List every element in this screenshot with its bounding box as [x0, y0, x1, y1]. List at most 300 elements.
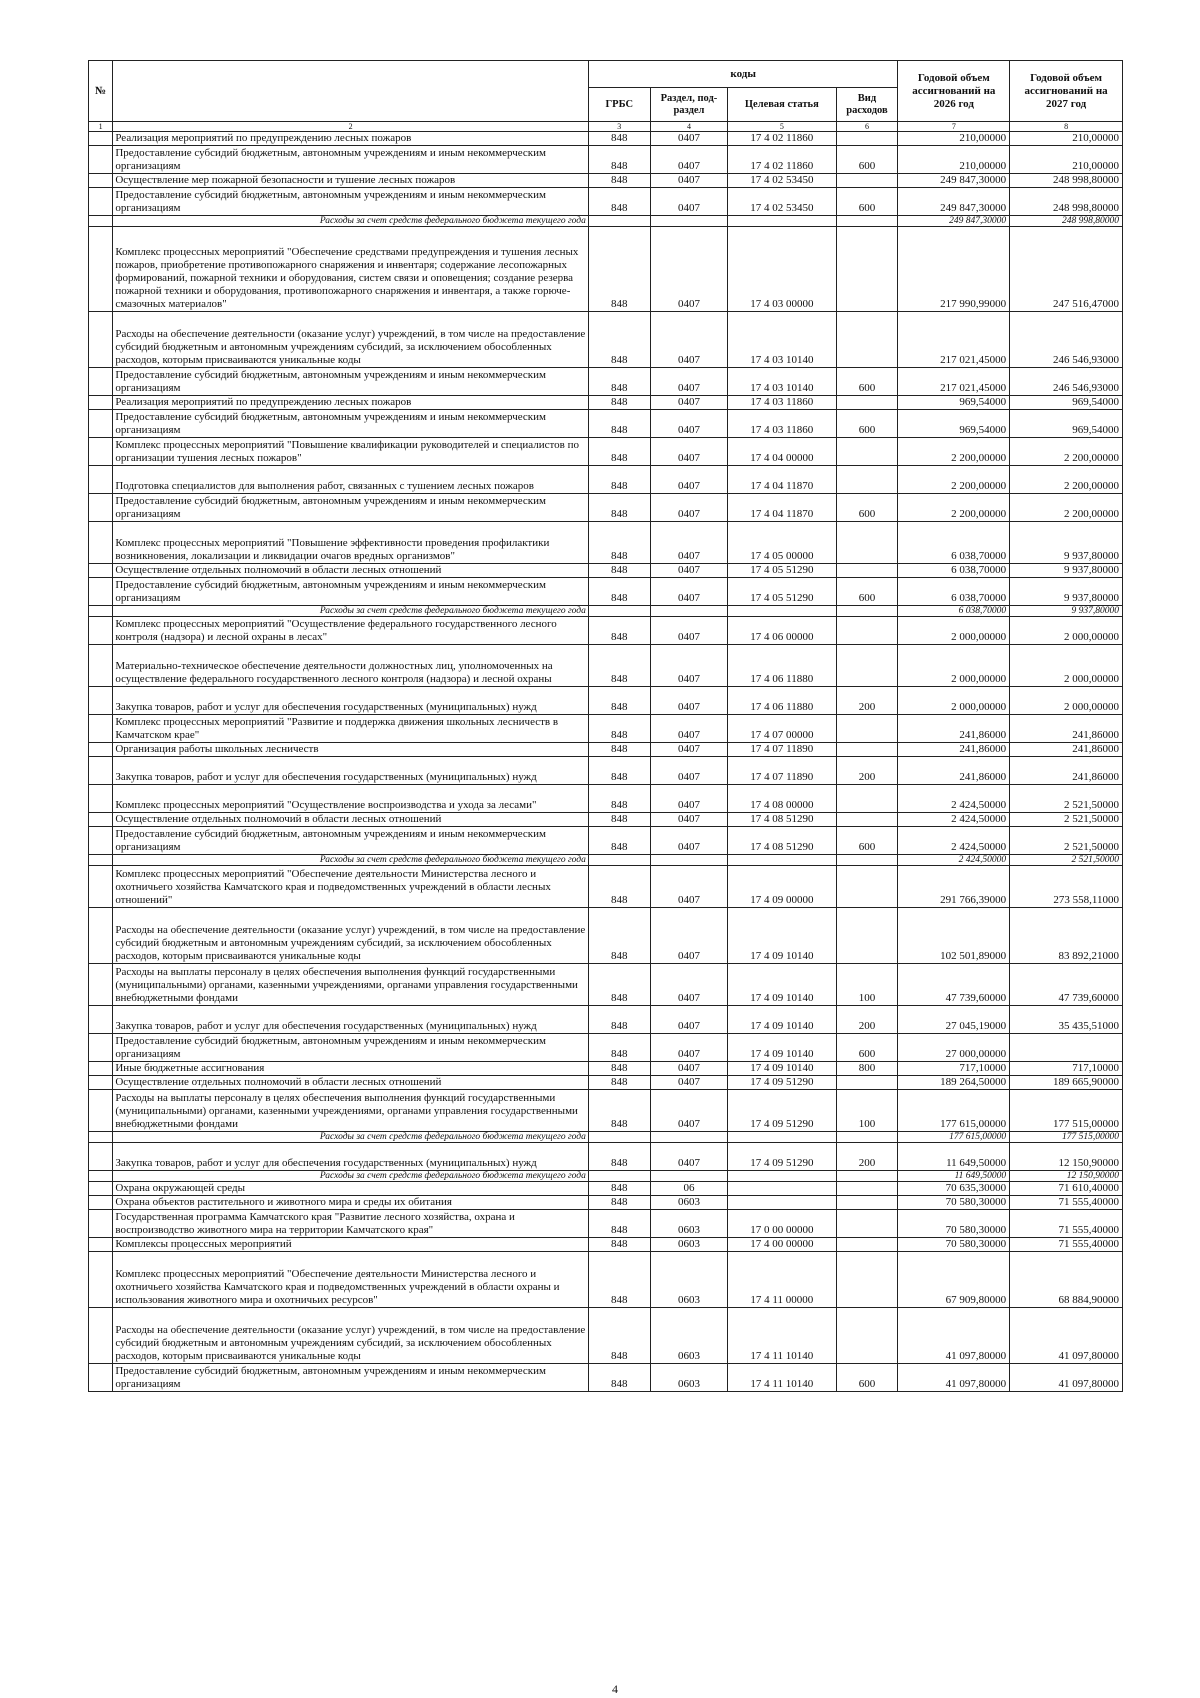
- cell-vol-2027: 241,86000: [1010, 757, 1123, 785]
- cell-vol-2026: 217 021,45000: [898, 312, 1010, 368]
- table-row: [89, 743, 1123, 757]
- cell-num: [89, 757, 113, 785]
- cell-vol-2027: 177 515,00000: [1010, 1132, 1123, 1143]
- cell-vid: [836, 522, 898, 564]
- table-row: [89, 866, 1123, 908]
- cell-vol-2027: 71 555,40000: [1010, 1210, 1123, 1238]
- cell-vid: [836, 312, 898, 368]
- table-row: [89, 1308, 1123, 1364]
- table-row: [89, 617, 1123, 645]
- cell-vol-2026: 27 000,00000: [898, 1034, 1010, 1062]
- table-row: [89, 757, 1123, 785]
- cell-grbs: 848: [588, 687, 650, 715]
- cell-razdel: 0407: [650, 827, 727, 855]
- cell-grbs: 848: [588, 866, 650, 908]
- cell-grbs: 848: [588, 1196, 650, 1210]
- cell-vol-2027: 41 097,80000: [1010, 1364, 1123, 1392]
- cell-vol-2026: 249 847,30000: [898, 216, 1010, 227]
- cell-vol-2026: 2 000,00000: [898, 617, 1010, 645]
- cell-razdel: 0407: [650, 687, 727, 715]
- cell-vol-2027: 68 884,90000: [1010, 1252, 1123, 1308]
- cell-razdel: [650, 1132, 727, 1143]
- table-row-federal: [89, 216, 1123, 227]
- header-index: 7: [898, 122, 1010, 132]
- cell-vol-2026: 291 766,39000: [898, 866, 1010, 908]
- cell-target: 17 4 09 10140: [728, 1034, 836, 1062]
- cell-vol-2026: 41 097,80000: [898, 1364, 1010, 1392]
- cell-razdel: 0603: [650, 1252, 727, 1308]
- cell-razdel: 0407: [650, 227, 727, 312]
- cell-name: Комплекс процессных мероприятий "Осуществление воспроизводства и ухода за лесами": [113, 785, 589, 813]
- cell-grbs: 848: [588, 522, 650, 564]
- table-row: [89, 1062, 1123, 1076]
- cell-vid: [836, 645, 898, 687]
- cell-grbs: 848: [588, 174, 650, 188]
- cell-vol-2026: 2 200,00000: [898, 494, 1010, 522]
- cell-grbs: 848: [588, 438, 650, 466]
- cell-vol-2027: 71 555,40000: [1010, 1238, 1123, 1252]
- table-row: [89, 827, 1123, 855]
- cell-grbs: 848: [588, 617, 650, 645]
- header-index: 5: [728, 122, 836, 132]
- cell-vol-2027: 248 998,80000: [1010, 216, 1123, 227]
- cell-razdel: 0407: [650, 578, 727, 606]
- cell-vol-2026: 241,86000: [898, 743, 1010, 757]
- cell-num: [89, 410, 113, 438]
- cell-vol-2026: 177 615,00000: [898, 1090, 1010, 1132]
- cell-grbs: 848: [588, 1034, 650, 1062]
- table-row: [89, 687, 1123, 715]
- cell-num: [89, 494, 113, 522]
- cell-vid: 600: [836, 494, 898, 522]
- cell-vol-2027: 273 558,11000: [1010, 866, 1123, 908]
- cell-vid: 100: [836, 1090, 898, 1132]
- cell-target: 17 4 08 51290: [728, 827, 836, 855]
- cell-vid: 600: [836, 1034, 898, 1062]
- cell-name: Предоставление субсидий бюджетным, автономным учреждениям и иным некоммерческим организациям: [113, 368, 589, 396]
- cell-name: Предоставление субсидий бюджетным, автономным учреждениям и иным некоммерческим организациям: [113, 578, 589, 606]
- cell-vid: [836, 866, 898, 908]
- cell-vol-2027: 2 521,50000: [1010, 785, 1123, 813]
- cell-vol-2027: 248 998,80000: [1010, 188, 1123, 216]
- table-row-federal: [89, 855, 1123, 866]
- cell-razdel: 0407: [650, 617, 727, 645]
- cell-grbs: 848: [588, 1143, 650, 1171]
- cell-name: Предоставление субсидий бюджетным, автономным учреждениям и иным некоммерческим организациям: [113, 494, 589, 522]
- cell-vol-2027: 2 000,00000: [1010, 645, 1123, 687]
- table-row: [89, 715, 1123, 743]
- cell-grbs: 848: [588, 1308, 650, 1364]
- cell-vol-2026: 70 635,30000: [898, 1182, 1010, 1196]
- cell-grbs: 848: [588, 1210, 650, 1238]
- cell-vid: [836, 813, 898, 827]
- cell-vol-2026: 249 847,30000: [898, 174, 1010, 188]
- cell-vol-2026: 11 649,50000: [898, 1143, 1010, 1171]
- cell-vol-2027: 9 937,80000: [1010, 578, 1123, 606]
- cell-vid: 800: [836, 1062, 898, 1076]
- cell-vol-2027: 247 516,47000: [1010, 227, 1123, 312]
- cell-target: 17 4 09 10140: [728, 964, 836, 1006]
- cell-vid: [836, 1171, 898, 1182]
- cell-vol-2027: 41 097,80000: [1010, 1308, 1123, 1364]
- cell-num: [89, 908, 113, 964]
- table-row: [89, 564, 1123, 578]
- cell-name: Закупка товаров, работ и услуг для обеспечения государственных (муниципальных) нужд: [113, 757, 589, 785]
- cell-target: 17 4 05 00000: [728, 522, 836, 564]
- cell-vid: [836, 466, 898, 494]
- cell-grbs: 848: [588, 188, 650, 216]
- cell-num: [89, 855, 113, 866]
- cell-num: [89, 1196, 113, 1210]
- cell-vid: [836, 908, 898, 964]
- cell-num: [89, 438, 113, 466]
- cell-vol-2027: 969,54000: [1010, 396, 1123, 410]
- cell-vol-2027: 71 610,40000: [1010, 1182, 1123, 1196]
- cell-vid: [836, 855, 898, 866]
- cell-target: 17 4 09 51290: [728, 1076, 836, 1090]
- cell-target: [728, 1132, 836, 1143]
- cell-target: [728, 1196, 836, 1210]
- table-row-federal: [89, 1132, 1123, 1143]
- cell-num: [89, 1034, 113, 1062]
- header-razdel: Раздел, под-раздел: [650, 88, 727, 122]
- cell-razdel: [650, 216, 727, 227]
- header-index: 1: [89, 122, 113, 132]
- cell-vol-2026: 2 424,50000: [898, 827, 1010, 855]
- cell-razdel: 0407: [650, 132, 727, 146]
- table-row-federal: [89, 606, 1123, 617]
- table-row: [89, 1006, 1123, 1034]
- header-index: 6: [836, 122, 898, 132]
- cell-vid: 200: [836, 1143, 898, 1171]
- cell-num: [89, 606, 113, 617]
- cell-target: 17 4 09 51290: [728, 1090, 836, 1132]
- cell-vol-2027: 2 521,50000: [1010, 813, 1123, 827]
- cell-name: Осуществление отдельных полномочий в области лесных отношений: [113, 1076, 589, 1090]
- cell-vid: 600: [836, 146, 898, 174]
- table-row: [89, 368, 1123, 396]
- cell-vol-2026: 969,54000: [898, 396, 1010, 410]
- cell-vid: [836, 564, 898, 578]
- cell-name: Расходы на обеспечение деятельности (оказание услуг) учреждений, в том числе на предоставление субсидий бюджетным и автономным учреждениям субсидий, за исключением обособленных расходов, которым присваиваются уникальные коды: [113, 908, 589, 964]
- cell-target: [728, 1171, 836, 1182]
- cell-num: [89, 1210, 113, 1238]
- table-row: [89, 785, 1123, 813]
- cell-razdel: 0407: [650, 368, 727, 396]
- cell-num: [89, 132, 113, 146]
- cell-vol-2027: 2 521,50000: [1010, 827, 1123, 855]
- cell-vol-2027: 12 150,90000: [1010, 1143, 1123, 1171]
- cell-num: [89, 813, 113, 827]
- cell-razdel: 0603: [650, 1238, 727, 1252]
- cell-name: Предоставление субсидий бюджетным, автономным учреждениям и иным некоммерческим организациям: [113, 146, 589, 174]
- cell-vid: [836, 396, 898, 410]
- cell-target: 17 4 09 10140: [728, 908, 836, 964]
- cell-name: Закупка товаров, работ и услуг для обеспечения государственных (муниципальных) нужд: [113, 1006, 589, 1034]
- table-row: [89, 1182, 1123, 1196]
- cell-vol-2026: 6 038,70000: [898, 606, 1010, 617]
- table-row: [89, 578, 1123, 606]
- cell-num: [89, 1132, 113, 1143]
- header-grbs: ГРБС: [588, 88, 650, 122]
- cell-grbs: 848: [588, 410, 650, 438]
- cell-grbs: [588, 606, 650, 617]
- cell-vol-2027: 2 200,00000: [1010, 466, 1123, 494]
- cell-target: 17 4 03 00000: [728, 227, 836, 312]
- cell-name: Расходы на выплаты персоналу в целях обеспечения выполнения функций государственными (муниципальными) органами, казенными учреждениями, органами управления государственными внебюджетными фондами: [113, 964, 589, 1006]
- table-row: [89, 813, 1123, 827]
- cell-name: Предоставление субсидий бюджетным, автономным учреждениям и иным некоммерческим организациям: [113, 410, 589, 438]
- cell-name: Комплекс процессных мероприятий "Повышение эффективности проведения профилактики возникновения, локализации и ликвидации очагов вредных организмов": [113, 522, 589, 564]
- cell-grbs: 848: [588, 146, 650, 174]
- cell-grbs: [588, 216, 650, 227]
- cell-num: [89, 174, 113, 188]
- cell-num: [89, 146, 113, 174]
- cell-vol-2026: 2 424,50000: [898, 813, 1010, 827]
- cell-target: 17 4 09 10140: [728, 1006, 836, 1034]
- cell-vid: 600: [836, 410, 898, 438]
- cell-vol-2027: 9 937,80000: [1010, 606, 1123, 617]
- cell-vol-2026: 41 097,80000: [898, 1308, 1010, 1364]
- cell-vid: [836, 132, 898, 146]
- cell-target: 17 4 02 53450: [728, 174, 836, 188]
- cell-num: [89, 1143, 113, 1171]
- cell-target: [728, 1182, 836, 1196]
- cell-name: Расходы на обеспечение деятельности (оказание услуг) учреждений, в том числе на предоставление субсидий бюджетным и автономным учреждениям субсидий, за исключением обособленных расходов, которым присваиваются уникальные коды: [113, 312, 589, 368]
- cell-vol-2027: 2 200,00000: [1010, 438, 1123, 466]
- cell-target: 17 4 02 11860: [728, 146, 836, 174]
- cell-vid: [836, 743, 898, 757]
- cell-name: Государственная программа Камчатского края "Развитие лесного хозяйства, охрана и воспроизводство животного мира на территории Камчатского края": [113, 1210, 589, 1238]
- cell-num: [89, 312, 113, 368]
- cell-vol-2026: 2 200,00000: [898, 466, 1010, 494]
- cell-vid: 600: [836, 368, 898, 396]
- cell-target: 17 0 00 00000: [728, 1210, 836, 1238]
- cell-target: 17 4 06 00000: [728, 617, 836, 645]
- cell-grbs: 848: [588, 396, 650, 410]
- cell-vol-2027: 189 665,90000: [1010, 1076, 1123, 1090]
- cell-grbs: [588, 1132, 650, 1143]
- cell-vid: [836, 606, 898, 617]
- cell-vol-2027: 2 000,00000: [1010, 687, 1123, 715]
- cell-vid: [836, 216, 898, 227]
- cell-vol-2027: 241,86000: [1010, 715, 1123, 743]
- cell-vid: 200: [836, 1006, 898, 1034]
- cell-target: 17 4 04 00000: [728, 438, 836, 466]
- cell-grbs: 848: [588, 908, 650, 964]
- cell-num: [89, 1171, 113, 1182]
- header-vol-2026: Годовой объем ассигнований на 2026 год: [898, 61, 1010, 122]
- cell-vol-2027: 246 546,93000: [1010, 368, 1123, 396]
- table-row: [89, 410, 1123, 438]
- cell-vol-2026: 70 580,30000: [898, 1238, 1010, 1252]
- cell-grbs: 848: [588, 715, 650, 743]
- cell-name: Подготовка специалистов для выполнения работ, связанных с тушением лесных пожаров: [113, 466, 589, 494]
- cell-num: [89, 687, 113, 715]
- cell-razdel: 0603: [650, 1210, 727, 1238]
- page-number: 4: [612, 1682, 618, 1696]
- cell-grbs: 848: [588, 1364, 650, 1392]
- cell-num: [89, 617, 113, 645]
- cell-target: [728, 216, 836, 227]
- cell-num: [89, 1182, 113, 1196]
- cell-razdel: 0407: [650, 1090, 727, 1132]
- cell-grbs: 848: [588, 813, 650, 827]
- cell-vol-2026: 70 580,30000: [898, 1210, 1010, 1238]
- cell-num: [89, 1364, 113, 1392]
- cell-vid: [836, 1132, 898, 1143]
- cell-name: Расходы на выплаты персоналу в целях обеспечения выполнения функций государственными (муниципальными) органами, казенными учреждениями, органами управления государственными внебюджетными фондами: [113, 1090, 589, 1132]
- cell-grbs: 848: [588, 312, 650, 368]
- table-row: [89, 132, 1123, 146]
- budget-table: [88, 60, 1123, 1392]
- cell-razdel: 06: [650, 1182, 727, 1196]
- cell-grbs: 848: [588, 466, 650, 494]
- table-row: [89, 1364, 1123, 1392]
- cell-target: 17 4 03 10140: [728, 312, 836, 368]
- header-index: 4: [650, 122, 727, 132]
- cell-num: [89, 785, 113, 813]
- cell-razdel: 0407: [650, 312, 727, 368]
- cell-num: [89, 866, 113, 908]
- cell-razdel: 0603: [650, 1364, 727, 1392]
- cell-grbs: 848: [588, 1238, 650, 1252]
- cell-vid: [836, 785, 898, 813]
- cell-name: Осуществление мер пожарной безопасности и тушение лесных пожаров: [113, 174, 589, 188]
- cell-name: Охрана объектов растительного и животного мира и среды их обитания: [113, 1196, 589, 1210]
- cell-grbs: 848: [588, 827, 650, 855]
- cell-vol-2026: 2 000,00000: [898, 687, 1010, 715]
- cell-name: Расходы за счет средств федерального бюджета текущего года: [113, 1171, 589, 1182]
- cell-name: Осуществление отдельных полномочий в области лесных отношений: [113, 564, 589, 578]
- table-row-federal: [89, 1171, 1123, 1182]
- table-row: [89, 1076, 1123, 1090]
- cell-razdel: 0407: [650, 1034, 727, 1062]
- cell-name: Закупка товаров, работ и услуг для обеспечения государственных (муниципальных) нужд: [113, 1143, 589, 1171]
- cell-vid: [836, 1238, 898, 1252]
- cell-name: Комплекс процессных мероприятий "Обеспечение деятельности Министерства лесного и охотничьего хозяйства Камчатского края и подведомственных учреждений в области охраны и использования животного мира и охотничьих ресурсов": [113, 1252, 589, 1308]
- cell-razdel: 0407: [650, 757, 727, 785]
- cell-razdel: 0407: [650, 522, 727, 564]
- cell-vol-2027: 241,86000: [1010, 743, 1123, 757]
- header-index: 2: [113, 122, 589, 132]
- cell-num: [89, 1308, 113, 1364]
- cell-vol-2026: 210,00000: [898, 146, 1010, 174]
- cell-target: 17 4 03 11860: [728, 410, 836, 438]
- cell-target: 17 4 06 11880: [728, 645, 836, 687]
- cell-grbs: 848: [588, 368, 650, 396]
- cell-num: [89, 466, 113, 494]
- cell-vol-2027: 71 555,40000: [1010, 1196, 1123, 1210]
- cell-razdel: 0407: [650, 146, 727, 174]
- cell-vol-2026: 102 501,89000: [898, 908, 1010, 964]
- cell-vol-2027: 35 435,51000: [1010, 1006, 1123, 1034]
- cell-razdel: 0407: [650, 964, 727, 1006]
- cell-target: 17 4 02 53450: [728, 188, 836, 216]
- cell-target: 17 4 05 51290: [728, 564, 836, 578]
- cell-vol-2026: 6 038,70000: [898, 578, 1010, 606]
- cell-name: Комплекс процессных мероприятий "Обеспечение средствами предупреждения и тушения лесных пожаров, приобретение противопожарного снаряжения и инвентаря; содержание лесопожарных формирований, пожарной техники и оборудования, систем связи и оповещения; создание резерва пожарной техники и оборудования, противопожарного снаряжения и инвентаря, а также горюче-смазочных материалов": [113, 227, 589, 312]
- cell-vol-2027: [1010, 1034, 1123, 1062]
- cell-grbs: 848: [588, 785, 650, 813]
- cell-grbs: [588, 1171, 650, 1182]
- cell-vol-2027: 177 515,00000: [1010, 1090, 1123, 1132]
- cell-razdel: 0407: [650, 785, 727, 813]
- cell-name: Расходы на обеспечение деятельности (оказание услуг) учреждений, в том числе на предоставление субсидий бюджетным и автономным учреждениям субсидий, за исключением обособленных расходов, которым присваиваются уникальные коды: [113, 1308, 589, 1364]
- cell-grbs: 848: [588, 1252, 650, 1308]
- cell-vol-2027: 47 739,60000: [1010, 964, 1123, 1006]
- cell-vol-2026: 217 021,45000: [898, 368, 1010, 396]
- cell-name: Закупка товаров, работ и услуг для обеспечения государственных (муниципальных) нужд: [113, 687, 589, 715]
- cell-grbs: 848: [588, 578, 650, 606]
- cell-vol-2026: 2 000,00000: [898, 645, 1010, 687]
- table-row: [89, 174, 1123, 188]
- cell-target: 17 4 11 10140: [728, 1308, 836, 1364]
- cell-name: Иные бюджетные ассигнования: [113, 1062, 589, 1076]
- cell-num: [89, 1062, 113, 1076]
- cell-num: [89, 564, 113, 578]
- cell-target: 17 4 07 11890: [728, 743, 836, 757]
- cell-vol-2026: 249 847,30000: [898, 188, 1010, 216]
- cell-vol-2026: 217 990,99000: [898, 227, 1010, 312]
- cell-razdel: 0407: [650, 715, 727, 743]
- cell-grbs: 848: [588, 757, 650, 785]
- cell-vid: [836, 1182, 898, 1196]
- cell-num: [89, 227, 113, 312]
- cell-vol-2026: 177 615,00000: [898, 1132, 1010, 1143]
- cell-vol-2026: 2 200,00000: [898, 438, 1010, 466]
- cell-grbs: 848: [588, 564, 650, 578]
- table-row: [89, 964, 1123, 1006]
- cell-vol-2027: 9 937,80000: [1010, 564, 1123, 578]
- table-row: [89, 438, 1123, 466]
- cell-target: 17 4 02 11860: [728, 132, 836, 146]
- cell-name: Материально-техническое обеспечение деятельности должностных лиц, уполномоченных на осуществление федерального государственного лесного контроля (надзора) и лесной охраны: [113, 645, 589, 687]
- cell-num: [89, 1252, 113, 1308]
- cell-vol-2026: 47 739,60000: [898, 964, 1010, 1006]
- table-row: [89, 146, 1123, 174]
- cell-name: Осуществление отдельных полномочий в области лесных отношений: [113, 813, 589, 827]
- cell-vid: 600: [836, 827, 898, 855]
- cell-num: [89, 1076, 113, 1090]
- cell-target: 17 4 11 10140: [728, 1364, 836, 1392]
- cell-razdel: 0407: [650, 908, 727, 964]
- cell-vol-2026: 70 580,30000: [898, 1196, 1010, 1210]
- cell-grbs: 848: [588, 743, 650, 757]
- cell-razdel: 0407: [650, 438, 727, 466]
- cell-vol-2026: 189 264,50000: [898, 1076, 1010, 1090]
- cell-razdel: 0407: [650, 813, 727, 827]
- cell-vid: [836, 1210, 898, 1238]
- cell-razdel: 0407: [650, 396, 727, 410]
- cell-num: [89, 1006, 113, 1034]
- cell-razdel: [650, 606, 727, 617]
- budget-table-sheet: [88, 60, 1123, 1392]
- cell-vol-2027: 83 892,21000: [1010, 908, 1123, 964]
- cell-vid: 600: [836, 188, 898, 216]
- cell-vid: 100: [836, 964, 898, 1006]
- cell-target: 17 4 11 00000: [728, 1252, 836, 1308]
- header-vid: Вид расходов: [836, 88, 898, 122]
- cell-razdel: 0407: [650, 1076, 727, 1090]
- cell-name: Расходы за счет средств федерального бюджета текущего года: [113, 216, 589, 227]
- cell-vol-2027: 2 000,00000: [1010, 617, 1123, 645]
- table-row: [89, 312, 1123, 368]
- table-row: [89, 466, 1123, 494]
- cell-razdel: [650, 855, 727, 866]
- cell-num: [89, 188, 113, 216]
- cell-target: 17 4 09 10140: [728, 1062, 836, 1076]
